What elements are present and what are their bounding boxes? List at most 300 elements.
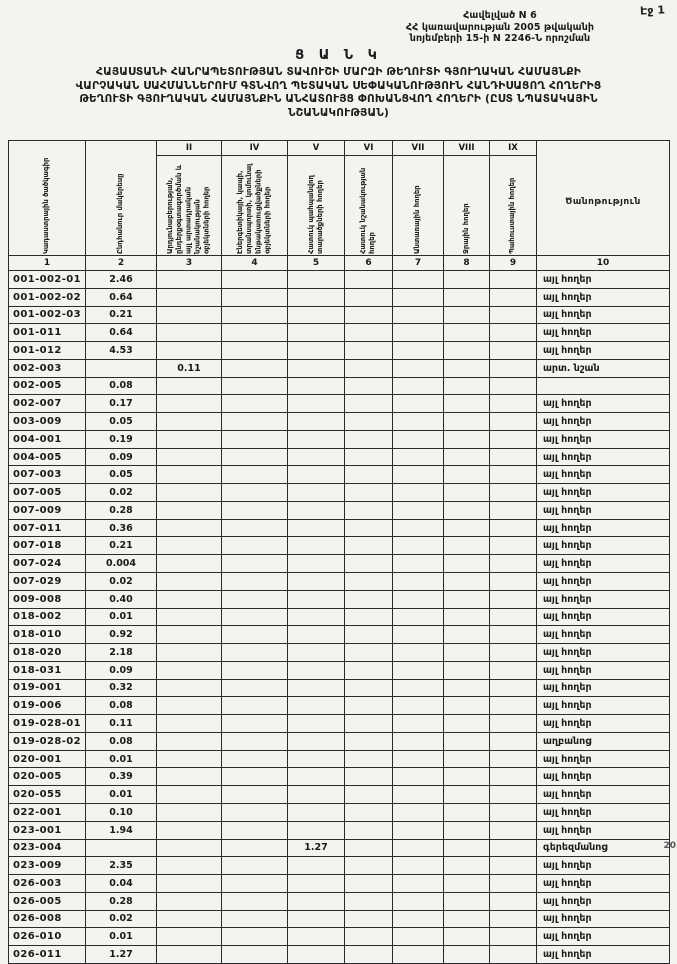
table-row bbox=[9, 342, 670, 360]
header-total-area-label: Ընդհանուր մակերեսը bbox=[116, 173, 125, 254]
land-parcels-table bbox=[8, 140, 670, 964]
header-forest-lands-label: Անտառային հողեր bbox=[413, 185, 422, 254]
area-value-cell bbox=[444, 857, 490, 875]
area-value-cell bbox=[288, 466, 345, 484]
table-row bbox=[9, 430, 670, 448]
note-cell: այլ հողեր bbox=[537, 573, 670, 591]
area-value-cell: 0.28 bbox=[86, 892, 157, 910]
area-value-cell bbox=[490, 910, 537, 928]
cadastral-code-cell: 007-024 bbox=[9, 555, 86, 573]
note-cell bbox=[537, 377, 670, 395]
area-value-cell bbox=[222, 359, 288, 377]
area-value-cell bbox=[393, 644, 444, 662]
area-value-cell: 1.27 bbox=[288, 839, 345, 857]
area-value-cell bbox=[444, 910, 490, 928]
area-value-cell bbox=[444, 573, 490, 591]
area-value-cell bbox=[345, 644, 393, 662]
area-value-cell bbox=[157, 679, 222, 697]
area-value-cell bbox=[490, 359, 537, 377]
title-line-2: ՎԱՐՉԱԿԱՆ ՍԱՀՄԱՆՆԵՐՈՒՄ ԳՏՆՎՈՂ ՊԵՏԱԿԱՆ ՍԵՓԱԿԱՆՈՒԹՅՈՒՆ ՀԱՆԴԻՍԱՑՈՂ ՀՈՂԵՐԻՑ bbox=[75, 79, 602, 92]
area-value-cell bbox=[490, 821, 537, 839]
area-value-cell bbox=[288, 484, 345, 502]
table-row bbox=[9, 715, 670, 733]
area-value-cell bbox=[490, 697, 537, 715]
area-value-cell: 0.64 bbox=[86, 324, 157, 342]
area-value-cell bbox=[222, 839, 288, 857]
area-value-cell bbox=[157, 590, 222, 608]
area-value-cell bbox=[288, 661, 345, 679]
area-value-cell bbox=[345, 271, 393, 289]
area-value-cell bbox=[222, 306, 288, 324]
government-decree-line-1: ՀՀ կառավարության 2005 թվականի bbox=[405, 21, 595, 33]
area-value-cell bbox=[393, 501, 444, 519]
area-value-cell bbox=[157, 555, 222, 573]
area-value-cell bbox=[157, 697, 222, 715]
table-row bbox=[9, 519, 670, 537]
area-value-cell bbox=[345, 519, 393, 537]
area-value-cell bbox=[157, 946, 222, 964]
area-value-cell bbox=[393, 626, 444, 644]
area-value-cell bbox=[393, 555, 444, 573]
note-cell: այլ հողեր bbox=[537, 288, 670, 306]
area-value-cell bbox=[222, 803, 288, 821]
area-value-cell bbox=[444, 359, 490, 377]
area-value-cell bbox=[393, 697, 444, 715]
area-value-cell bbox=[345, 342, 393, 360]
table-row bbox=[9, 377, 670, 395]
area-value-cell bbox=[157, 377, 222, 395]
area-value-cell bbox=[157, 803, 222, 821]
area-value-cell bbox=[288, 573, 345, 591]
area-value-cell bbox=[288, 732, 345, 750]
column-number-2: 2 bbox=[86, 256, 157, 271]
header-energy-transport-lands bbox=[222, 156, 288, 256]
area-value-cell bbox=[288, 786, 345, 804]
area-value-cell bbox=[222, 342, 288, 360]
header-reserve-lands bbox=[490, 156, 537, 256]
area-value-cell bbox=[490, 501, 537, 519]
area-value-cell bbox=[444, 821, 490, 839]
cadastral-code-cell: 001-011 bbox=[9, 324, 86, 342]
area-value-cell bbox=[222, 626, 288, 644]
note-cell: այլ հողեր bbox=[537, 466, 670, 484]
column-number-4: 4 bbox=[222, 256, 288, 271]
area-value-cell bbox=[222, 324, 288, 342]
area-value-cell bbox=[288, 306, 345, 324]
note-cell: այլ հողեր bbox=[537, 484, 670, 502]
area-value-cell: 0.11 bbox=[86, 715, 157, 733]
note-cell: այլ հողեր bbox=[537, 910, 670, 928]
area-value-cell bbox=[490, 590, 537, 608]
header-reserve-lands-label: Պահուստային հողեր bbox=[508, 177, 517, 254]
header-special-purpose-lands bbox=[345, 156, 393, 256]
cadastral-code-cell: 001-002-01 bbox=[9, 271, 86, 289]
cadastral-code-cell: 026-005 bbox=[9, 892, 86, 910]
area-value-cell bbox=[157, 484, 222, 502]
area-value-cell bbox=[444, 803, 490, 821]
area-value-cell bbox=[157, 413, 222, 431]
table-row bbox=[9, 910, 670, 928]
area-value-cell bbox=[393, 537, 444, 555]
cadastral-code-cell: 018-002 bbox=[9, 608, 86, 626]
cadastral-code-cell: 019-001 bbox=[9, 679, 86, 697]
table-row bbox=[9, 413, 670, 431]
cadastral-code-cell: 002-003 bbox=[9, 359, 86, 377]
area-value-cell bbox=[393, 271, 444, 289]
area-value-cell bbox=[157, 661, 222, 679]
area-value-cell: 0.08 bbox=[86, 697, 157, 715]
area-value-cell bbox=[288, 679, 345, 697]
cadastral-code-cell: 002-005 bbox=[9, 377, 86, 395]
table-row bbox=[9, 359, 670, 377]
area-value-cell bbox=[393, 430, 444, 448]
area-value-cell bbox=[157, 875, 222, 893]
area-value-cell bbox=[444, 661, 490, 679]
area-value-cell bbox=[490, 768, 537, 786]
area-value-cell bbox=[345, 430, 393, 448]
area-value-cell: 0.32 bbox=[86, 679, 157, 697]
area-value-cell bbox=[490, 786, 537, 804]
area-value-cell bbox=[157, 644, 222, 662]
area-value-cell bbox=[345, 786, 393, 804]
table-row bbox=[9, 395, 670, 413]
cadastral-code-cell: 007-029 bbox=[9, 573, 86, 591]
area-value-cell bbox=[288, 608, 345, 626]
area-value-cell bbox=[444, 786, 490, 804]
area-value-cell bbox=[222, 377, 288, 395]
area-value-cell bbox=[393, 484, 444, 502]
cadastral-code-cell: 020-001 bbox=[9, 750, 86, 768]
area-value-cell bbox=[444, 946, 490, 964]
header-energy-transport-lands-label: Էներգետիկայի, կապի, տրանսպորտի, կոմունալ ենթակառուցվածքների օբյեկտների հողեր bbox=[236, 163, 272, 254]
area-value-cell: 0.19 bbox=[86, 430, 157, 448]
area-value-cell bbox=[444, 537, 490, 555]
area-value-cell: 0.02 bbox=[86, 484, 157, 502]
cadastral-code-cell: 019-028-01 bbox=[9, 715, 86, 733]
cadastral-code-cell: 002-007 bbox=[9, 395, 86, 413]
area-value-cell bbox=[288, 892, 345, 910]
area-value-cell bbox=[345, 697, 393, 715]
table-row bbox=[9, 466, 670, 484]
area-value-cell bbox=[222, 786, 288, 804]
government-decree-line-2: նոյեմբերի 15-ի N 2246-Ն որոշման bbox=[409, 33, 591, 44]
area-value-cell bbox=[490, 715, 537, 733]
area-value-cell bbox=[444, 768, 490, 786]
area-value-cell bbox=[393, 306, 444, 324]
area-value-cell bbox=[490, 377, 537, 395]
area-value-cell bbox=[288, 857, 345, 875]
area-value-cell bbox=[222, 466, 288, 484]
roman-numerals-row bbox=[9, 141, 670, 156]
area-value-cell bbox=[345, 661, 393, 679]
area-value-cell bbox=[345, 608, 393, 626]
area-value-cell bbox=[157, 626, 222, 644]
area-value-cell bbox=[288, 626, 345, 644]
area-value-cell bbox=[444, 377, 490, 395]
area-value-cell bbox=[490, 466, 537, 484]
area-value-cell: 0.64 bbox=[86, 288, 157, 306]
area-value-cell bbox=[222, 661, 288, 679]
area-value-cell bbox=[157, 573, 222, 591]
note-cell: գերեզմանոց bbox=[537, 839, 670, 857]
area-value-cell bbox=[222, 288, 288, 306]
table-row bbox=[9, 732, 670, 750]
area-value-cell bbox=[490, 626, 537, 644]
area-value-cell bbox=[490, 395, 537, 413]
area-value-cell bbox=[157, 324, 222, 342]
area-value-cell bbox=[345, 306, 393, 324]
area-value-cell bbox=[345, 466, 393, 484]
page-number-label: Էջ 1 bbox=[639, 3, 666, 18]
area-value-cell: 2.46 bbox=[86, 271, 157, 289]
area-value-cell bbox=[345, 555, 393, 573]
table-row bbox=[9, 644, 670, 662]
title-line-4: ՆՇԱՆԱԿՈՒԹՅԱՆ) bbox=[288, 106, 389, 119]
area-value-cell bbox=[393, 359, 444, 377]
table-row bbox=[9, 484, 670, 502]
area-value-cell bbox=[222, 430, 288, 448]
area-value-cell bbox=[444, 395, 490, 413]
area-value-cell bbox=[157, 501, 222, 519]
area-value-cell bbox=[222, 501, 288, 519]
area-value-cell bbox=[490, 608, 537, 626]
area-value-cell bbox=[222, 519, 288, 537]
area-value-cell bbox=[393, 821, 444, 839]
note-cell: այլ հողեր bbox=[537, 750, 670, 768]
area-value-cell bbox=[288, 644, 345, 662]
note-cell: այլ հողեր bbox=[537, 395, 670, 413]
area-value-cell bbox=[393, 892, 444, 910]
area-value-cell: 0.01 bbox=[86, 750, 157, 768]
header-industrial-lands bbox=[157, 156, 222, 256]
column-numbers-row bbox=[9, 256, 670, 271]
area-value-cell bbox=[490, 732, 537, 750]
area-value-cell bbox=[157, 857, 222, 875]
area-value-cell bbox=[393, 590, 444, 608]
cadastral-code-cell: 001-002-03 bbox=[9, 306, 86, 324]
area-value-cell bbox=[86, 359, 157, 377]
column-number-9: 9 bbox=[490, 256, 537, 271]
area-value-cell bbox=[393, 857, 444, 875]
area-value-cell bbox=[490, 342, 537, 360]
note-cell: այլ հողեր bbox=[537, 306, 670, 324]
table-row bbox=[9, 448, 670, 466]
area-value-cell bbox=[444, 590, 490, 608]
area-value-cell bbox=[345, 288, 393, 306]
appendix-header bbox=[340, 10, 660, 45]
area-value-cell bbox=[345, 448, 393, 466]
table-row bbox=[9, 288, 670, 306]
area-value-cell bbox=[444, 626, 490, 644]
header-total-area bbox=[86, 141, 157, 256]
area-value-cell bbox=[444, 430, 490, 448]
area-value-cell bbox=[288, 590, 345, 608]
area-value-cell: 4.53 bbox=[86, 342, 157, 360]
table-row bbox=[9, 626, 670, 644]
area-value-cell bbox=[444, 679, 490, 697]
area-value-cell: 0.28 bbox=[86, 501, 157, 519]
area-value-cell bbox=[157, 892, 222, 910]
title-word-list: Ց Ա Ն Կ bbox=[295, 48, 382, 63]
cadastral-code-cell: 001-012 bbox=[9, 342, 86, 360]
note-cell: այլ հողեր bbox=[537, 519, 670, 537]
cadastral-code-cell: 007-009 bbox=[9, 501, 86, 519]
area-value-cell bbox=[222, 857, 288, 875]
cadastral-code-cell: 018-020 bbox=[9, 644, 86, 662]
area-value-cell bbox=[345, 537, 393, 555]
area-value-cell bbox=[444, 501, 490, 519]
area-value-cell bbox=[157, 910, 222, 928]
area-value-cell bbox=[345, 590, 393, 608]
area-value-cell bbox=[345, 359, 393, 377]
margin-annotation: 20 bbox=[663, 841, 676, 851]
area-value-cell: 0.08 bbox=[86, 732, 157, 750]
area-value-cell bbox=[222, 590, 288, 608]
area-value-cell bbox=[490, 448, 537, 466]
area-value-cell bbox=[222, 697, 288, 715]
cadastral-code-cell: 004-005 bbox=[9, 448, 86, 466]
cadastral-code-cell: 022-001 bbox=[9, 803, 86, 821]
note-cell: այլ հողեր bbox=[537, 768, 670, 786]
area-value-cell bbox=[345, 839, 393, 857]
area-value-cell: 0.11 bbox=[157, 359, 222, 377]
area-value-cell bbox=[444, 875, 490, 893]
area-value-cell bbox=[490, 892, 537, 910]
area-value-cell bbox=[288, 395, 345, 413]
area-value-cell bbox=[490, 573, 537, 591]
column-number-3: 3 bbox=[157, 256, 222, 271]
area-value-cell bbox=[393, 413, 444, 431]
table-row bbox=[9, 928, 670, 946]
area-value-cell: 2.35 bbox=[86, 857, 157, 875]
column-number-1: 1 bbox=[9, 256, 86, 271]
cadastral-code-cell: 023-001 bbox=[9, 821, 86, 839]
area-value-cell bbox=[222, 555, 288, 573]
area-value-cell: 0.36 bbox=[86, 519, 157, 537]
area-value-cell bbox=[393, 910, 444, 928]
note-cell: այլ հողեր bbox=[537, 501, 670, 519]
area-value-cell bbox=[444, 306, 490, 324]
table-row bbox=[9, 839, 670, 857]
cadastral-code-cell: 007-018 bbox=[9, 537, 86, 555]
table-row bbox=[9, 537, 670, 555]
area-value-cell bbox=[444, 928, 490, 946]
area-value-cell bbox=[393, 839, 444, 857]
note-cell: այլ հողեր bbox=[537, 271, 670, 289]
column-number-10: 10 bbox=[537, 256, 670, 271]
table-row bbox=[9, 786, 670, 804]
area-value-cell bbox=[393, 395, 444, 413]
note-cell: այլ հողեր bbox=[537, 821, 670, 839]
header-protected-areas-lands bbox=[288, 156, 345, 256]
area-value-cell bbox=[222, 768, 288, 786]
area-value-cell bbox=[444, 644, 490, 662]
area-value-cell bbox=[490, 288, 537, 306]
cadastral-code-cell: 019-006 bbox=[9, 697, 86, 715]
area-value-cell bbox=[222, 910, 288, 928]
area-value-cell bbox=[444, 413, 490, 431]
area-value-cell bbox=[288, 803, 345, 821]
area-value-cell bbox=[490, 875, 537, 893]
cadastral-code-cell: 001-002-02 bbox=[9, 288, 86, 306]
area-value-cell: 0.10 bbox=[86, 803, 157, 821]
header-note-label: Ծանոթություն bbox=[565, 196, 641, 207]
area-value-cell bbox=[490, 644, 537, 662]
area-value-cell bbox=[393, 768, 444, 786]
cadastral-code-cell: 026-003 bbox=[9, 875, 86, 893]
area-value-cell bbox=[222, 537, 288, 555]
area-value-cell bbox=[444, 466, 490, 484]
area-value-cell bbox=[345, 768, 393, 786]
area-value-cell bbox=[444, 715, 490, 733]
area-value-cell bbox=[490, 946, 537, 964]
area-value-cell bbox=[288, 413, 345, 431]
area-value-cell bbox=[345, 750, 393, 768]
cadastral-code-cell: 020-055 bbox=[9, 786, 86, 804]
note-cell: այլ հողեր bbox=[537, 661, 670, 679]
cadastral-code-cell: 020-005 bbox=[9, 768, 86, 786]
document-title bbox=[8, 48, 669, 120]
note-cell: այլ հողեր bbox=[537, 590, 670, 608]
area-value-cell bbox=[288, 928, 345, 946]
note-cell: այլ հողեր bbox=[537, 608, 670, 626]
area-value-cell bbox=[490, 519, 537, 537]
header-cadastral-code bbox=[9, 141, 86, 256]
roman-numeral-vii: VII bbox=[393, 141, 444, 156]
area-value-cell bbox=[288, 768, 345, 786]
header-industrial-lands-label: Արդյունաբերության, ընդերքօգտագործման և այլ արտադրական նշանակության օբյեկտների հողեր bbox=[166, 164, 211, 254]
table-row bbox=[9, 946, 670, 964]
table-row bbox=[9, 661, 670, 679]
area-value-cell bbox=[490, 413, 537, 431]
cadastral-code-cell: 007-003 bbox=[9, 466, 86, 484]
note-cell: այլ հողեր bbox=[537, 875, 670, 893]
area-value-cell bbox=[222, 413, 288, 431]
area-value-cell bbox=[157, 839, 222, 857]
area-value-cell bbox=[393, 715, 444, 733]
area-value-cell bbox=[157, 466, 222, 484]
area-value-cell: 0.01 bbox=[86, 608, 157, 626]
area-value-cell bbox=[222, 821, 288, 839]
area-value-cell bbox=[222, 892, 288, 910]
area-value-cell bbox=[490, 857, 537, 875]
area-value-cell bbox=[157, 342, 222, 360]
area-value-cell: 0.05 bbox=[86, 466, 157, 484]
area-value-cell bbox=[444, 555, 490, 573]
area-value-cell bbox=[393, 661, 444, 679]
area-value-cell bbox=[345, 803, 393, 821]
area-value-cell bbox=[490, 271, 537, 289]
area-value-cell bbox=[444, 484, 490, 502]
roman-numeral-ix: IX bbox=[490, 141, 537, 156]
area-value-cell bbox=[345, 484, 393, 502]
table-row bbox=[9, 857, 670, 875]
area-value-cell bbox=[490, 839, 537, 857]
area-value-cell bbox=[288, 875, 345, 893]
area-value-cell bbox=[444, 324, 490, 342]
area-value-cell bbox=[345, 732, 393, 750]
area-value-cell bbox=[157, 750, 222, 768]
area-value-cell bbox=[345, 715, 393, 733]
table-row bbox=[9, 803, 670, 821]
area-value-cell bbox=[444, 342, 490, 360]
note-cell: այլ հողեր bbox=[537, 430, 670, 448]
table-row bbox=[9, 501, 670, 519]
area-value-cell bbox=[345, 324, 393, 342]
area-value-cell bbox=[444, 271, 490, 289]
roman-numeral-ii: II bbox=[157, 141, 222, 156]
column-number-6: 6 bbox=[345, 256, 393, 271]
